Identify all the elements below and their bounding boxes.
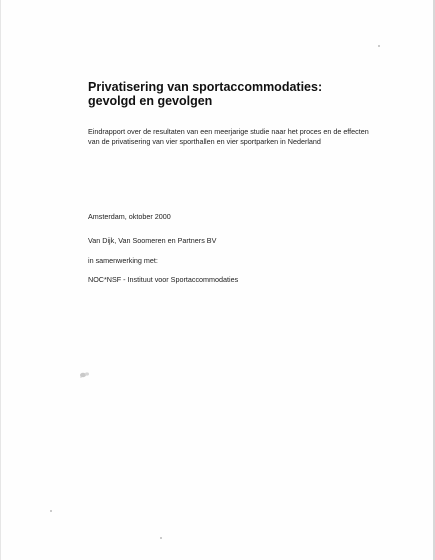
place-date: Amsterdam, oktober 2000	[88, 212, 171, 221]
company-name: Van Dijk, Van Soomeren en Partners BV	[88, 236, 217, 245]
scan-dot	[378, 45, 380, 47]
scan-edge-left	[0, 0, 1, 560]
scan-dot	[160, 537, 162, 539]
scan-speck	[78, 370, 92, 380]
collaboration-label: in samenwerking met:	[88, 256, 158, 265]
institute-name: NOC*NSF - Instituut voor Sportaccommodaties	[88, 275, 239, 284]
title-line-2: gevolgd en gevolgen	[88, 94, 213, 108]
subtitle-line-1: Eindrapport over de resultaten van een meerjarige studie naar het proces en de effecten	[88, 127, 369, 136]
title-line-1: Privatisering van sportaccommodaties:	[88, 80, 323, 94]
subtitle-line-2: van de privatisering van vier sporthallen en vier sportparken in Nederland	[88, 137, 321, 146]
document-title	[88, 80, 388, 108]
scan-dot	[50, 510, 52, 512]
document-subtitle	[88, 127, 408, 147]
